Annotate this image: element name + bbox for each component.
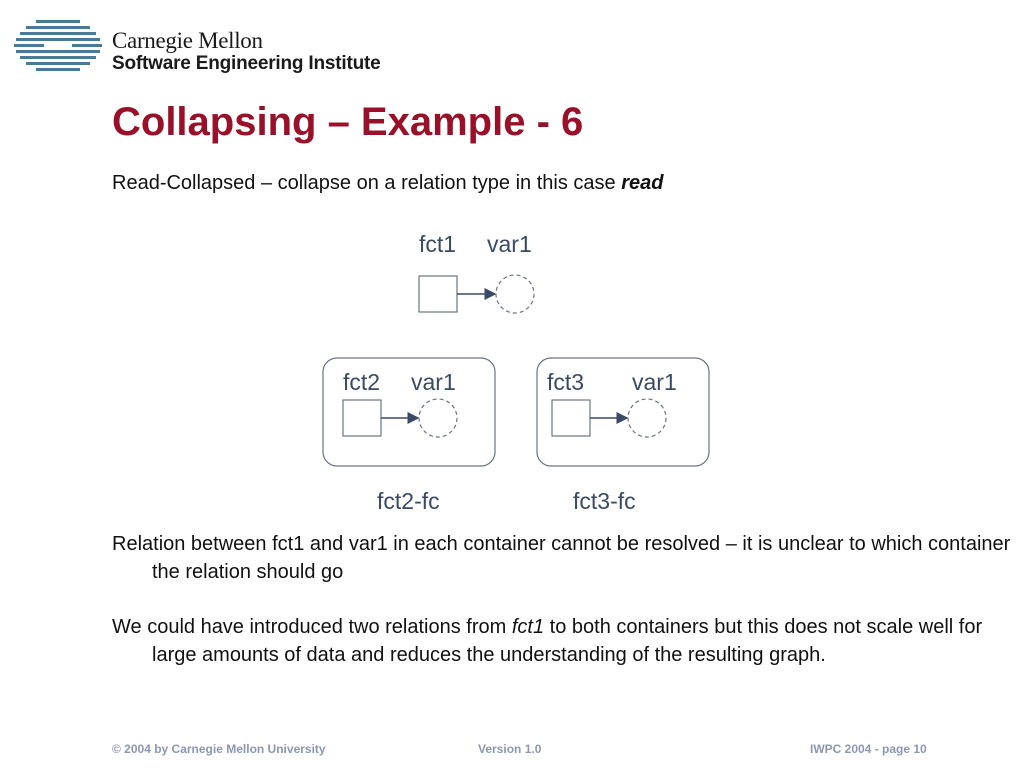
footer-page-number: IWPC 2004 - page 10 xyxy=(810,742,927,756)
fct2-function-node xyxy=(343,400,381,436)
container-label-fct3-fc: fct3-fc xyxy=(573,488,636,514)
logo-university-name: Carnegie Mellon xyxy=(112,28,263,53)
fct3-label: fct3 xyxy=(547,369,585,395)
fct1-function-node xyxy=(419,276,457,312)
fct1-label: fct1 xyxy=(419,231,457,257)
footer-copyright: © 2004 by Carnegie Mellon University xyxy=(112,742,326,756)
subtitle-text: Read-Collapsed – collapse on a relation type in this case xyxy=(112,172,622,194)
logo-institute-name: Software Engineering Institute xyxy=(112,53,381,74)
var1-variable-node-fct2 xyxy=(419,399,457,437)
paragraph-relation-unresolved: Relation between fct1 and var1 in each container cannot be resolved – it is unclear to which container the relation should go xyxy=(112,533,1011,583)
var1-label-fct3: var1 xyxy=(632,369,677,395)
var1-variable-node-top xyxy=(496,275,534,313)
fct3-function-node xyxy=(552,400,590,436)
fct2-label: fct2 xyxy=(343,369,381,395)
paragraph-two-relations xyxy=(112,613,1024,669)
container-label-fct2-fc: fct2-fc xyxy=(377,488,440,514)
para2-text-after: to both containers but this does not scale well for large amounts of data and reduces the understanding of the resulting graph. xyxy=(152,616,983,666)
para2-emphasis: fct1 xyxy=(511,616,545,638)
var1-label-fct2: var1 xyxy=(411,369,456,395)
footer-version: Version 1.0 xyxy=(478,742,542,756)
var1-label-top: var1 xyxy=(487,231,532,257)
slide-title: Collapsing – Example - 6 xyxy=(112,100,584,144)
para2-text-before: We could have introduced two relations from xyxy=(112,616,512,638)
subtitle-emphasis: read xyxy=(621,172,664,194)
var1-variable-node-fct3 xyxy=(628,399,666,437)
